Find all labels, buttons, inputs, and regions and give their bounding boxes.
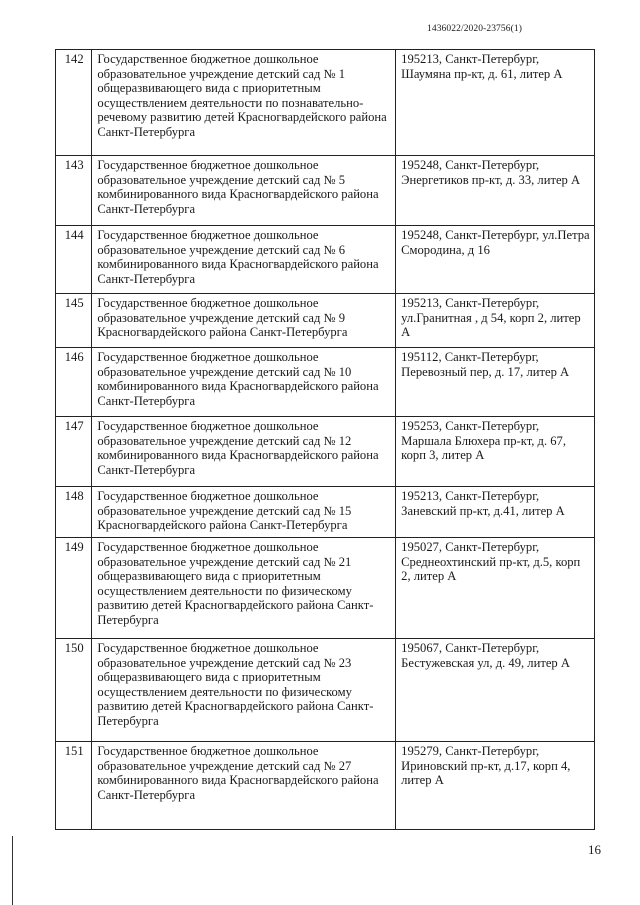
- table-row: [56, 742, 595, 830]
- institution-address: 195248, Санкт-Петербург, ул.Петра Смородина, д 16: [396, 226, 595, 294]
- row-number: 144: [56, 226, 92, 294]
- institution-name: Государственное бюджетное дошкольное образовательное учреждение детский сад № 5 комбинированного вида Красногвардейского района Санкт-Петербурга: [92, 156, 396, 226]
- row-number: 149: [56, 538, 92, 639]
- institution-address: 195248, Санкт-Петербург, Энергетиков пр-кт, д. 33, литер А: [396, 156, 595, 226]
- row-number: 150: [56, 639, 92, 742]
- table-row: [56, 50, 595, 156]
- row-number: 145: [56, 294, 92, 348]
- row-number: 143: [56, 156, 92, 226]
- table-row: [56, 226, 595, 294]
- table-row: [56, 156, 595, 226]
- institution-name: Государственное бюджетное дошкольное образовательное учреждение детский сад № 27 комбинированного вида Красногвардейского района Санкт-Петербурга: [92, 742, 396, 830]
- institution-address: 195213, Санкт-Петербург, ул.Гранитная , д 54, корп 2, литер А: [396, 294, 595, 348]
- institution-address: 195027, Санкт-Петербург, Среднеохтинский пр-кт, д.5, корп 2, литер А: [396, 538, 595, 639]
- row-number: 148: [56, 487, 92, 538]
- institution-name: Государственное бюджетное дошкольное образовательное учреждение детский сад № 1 общеразвивающего вида с приоритетным осуществлением деятельности по познавательно-речевому развитию детей Красногвардейского района Санкт-Петербурга: [92, 50, 396, 156]
- table-row: [56, 294, 595, 348]
- page-number: 16: [588, 842, 601, 857]
- institution-name: Государственное бюджетное дошкольное образовательное учреждение детский сад № 21 общеразвивающего вида с приоритетным осуществлением деятельности по физическому развитию детей Красногвардейского района Санкт-Петербурга: [92, 538, 396, 639]
- institutions-table: [55, 49, 595, 830]
- institution-address: 195213, Санкт-Петербург, Шаумяна пр-кт, д. 61, литер А: [396, 50, 595, 156]
- document-id: 1436022/2020-23756(1): [427, 24, 522, 34]
- table-row: [56, 348, 595, 417]
- margin-line: [12, 836, 13, 905]
- table-row: [56, 538, 595, 639]
- institution-address: 195279, Санкт-Петербург, Ириновский пр-кт, д.17, корп 4, литер А: [396, 742, 595, 830]
- table-row: [56, 417, 595, 487]
- institution-name: Государственное бюджетное дошкольное образовательное учреждение детский сад № 23 общеразвивающего вида с приоритетным осуществлением деятельности по физическому развитию детей Красногвардейского района Санкт-Петербурга: [92, 639, 396, 742]
- institution-address: 195253, Санкт-Петербург, Маршала Блюхера пр-кт, д. 67, корп 3, литер А: [396, 417, 595, 487]
- institution-name: Государственное бюджетное дошкольное образовательное учреждение детский сад № 6 комбинированного вида Красногвардейского района Санкт-Петербурга: [92, 226, 396, 294]
- table-row: [56, 487, 595, 538]
- institution-address: 195112, Санкт-Петербург, Перевозный пер, д. 17, литер А: [396, 348, 595, 417]
- institution-name: Государственное бюджетное дошкольное образовательное учреждение детский сад № 12 комбинированного вида Красногвардейского района Санкт-Петербурга: [92, 417, 396, 487]
- row-number: 147: [56, 417, 92, 487]
- row-number: 151: [56, 742, 92, 830]
- institution-name: Государственное бюджетное дошкольное образовательное учреждение детский сад № 9 Красногвардейского района Санкт-Петербурга: [92, 294, 396, 348]
- row-number: 142: [56, 50, 92, 156]
- institution-name: Государственное бюджетное дошкольное образовательное учреждение детский сад № 15 Красногвардейского района Санкт-Петербурга: [92, 487, 396, 538]
- row-number: 146: [56, 348, 92, 417]
- institution-name: Государственное бюджетное дошкольное образовательное учреждение детский сад № 10 комбинированного вида Красногвардейского района Санкт-Петербурга: [92, 348, 396, 417]
- table-row: [56, 639, 595, 742]
- institution-address: 195067, Санкт-Петербург, Бестужевская ул, д. 49, литер А: [396, 639, 595, 742]
- institution-address: 195213, Санкт-Петербург, Заневский пр-кт, д.41, литер А: [396, 487, 595, 538]
